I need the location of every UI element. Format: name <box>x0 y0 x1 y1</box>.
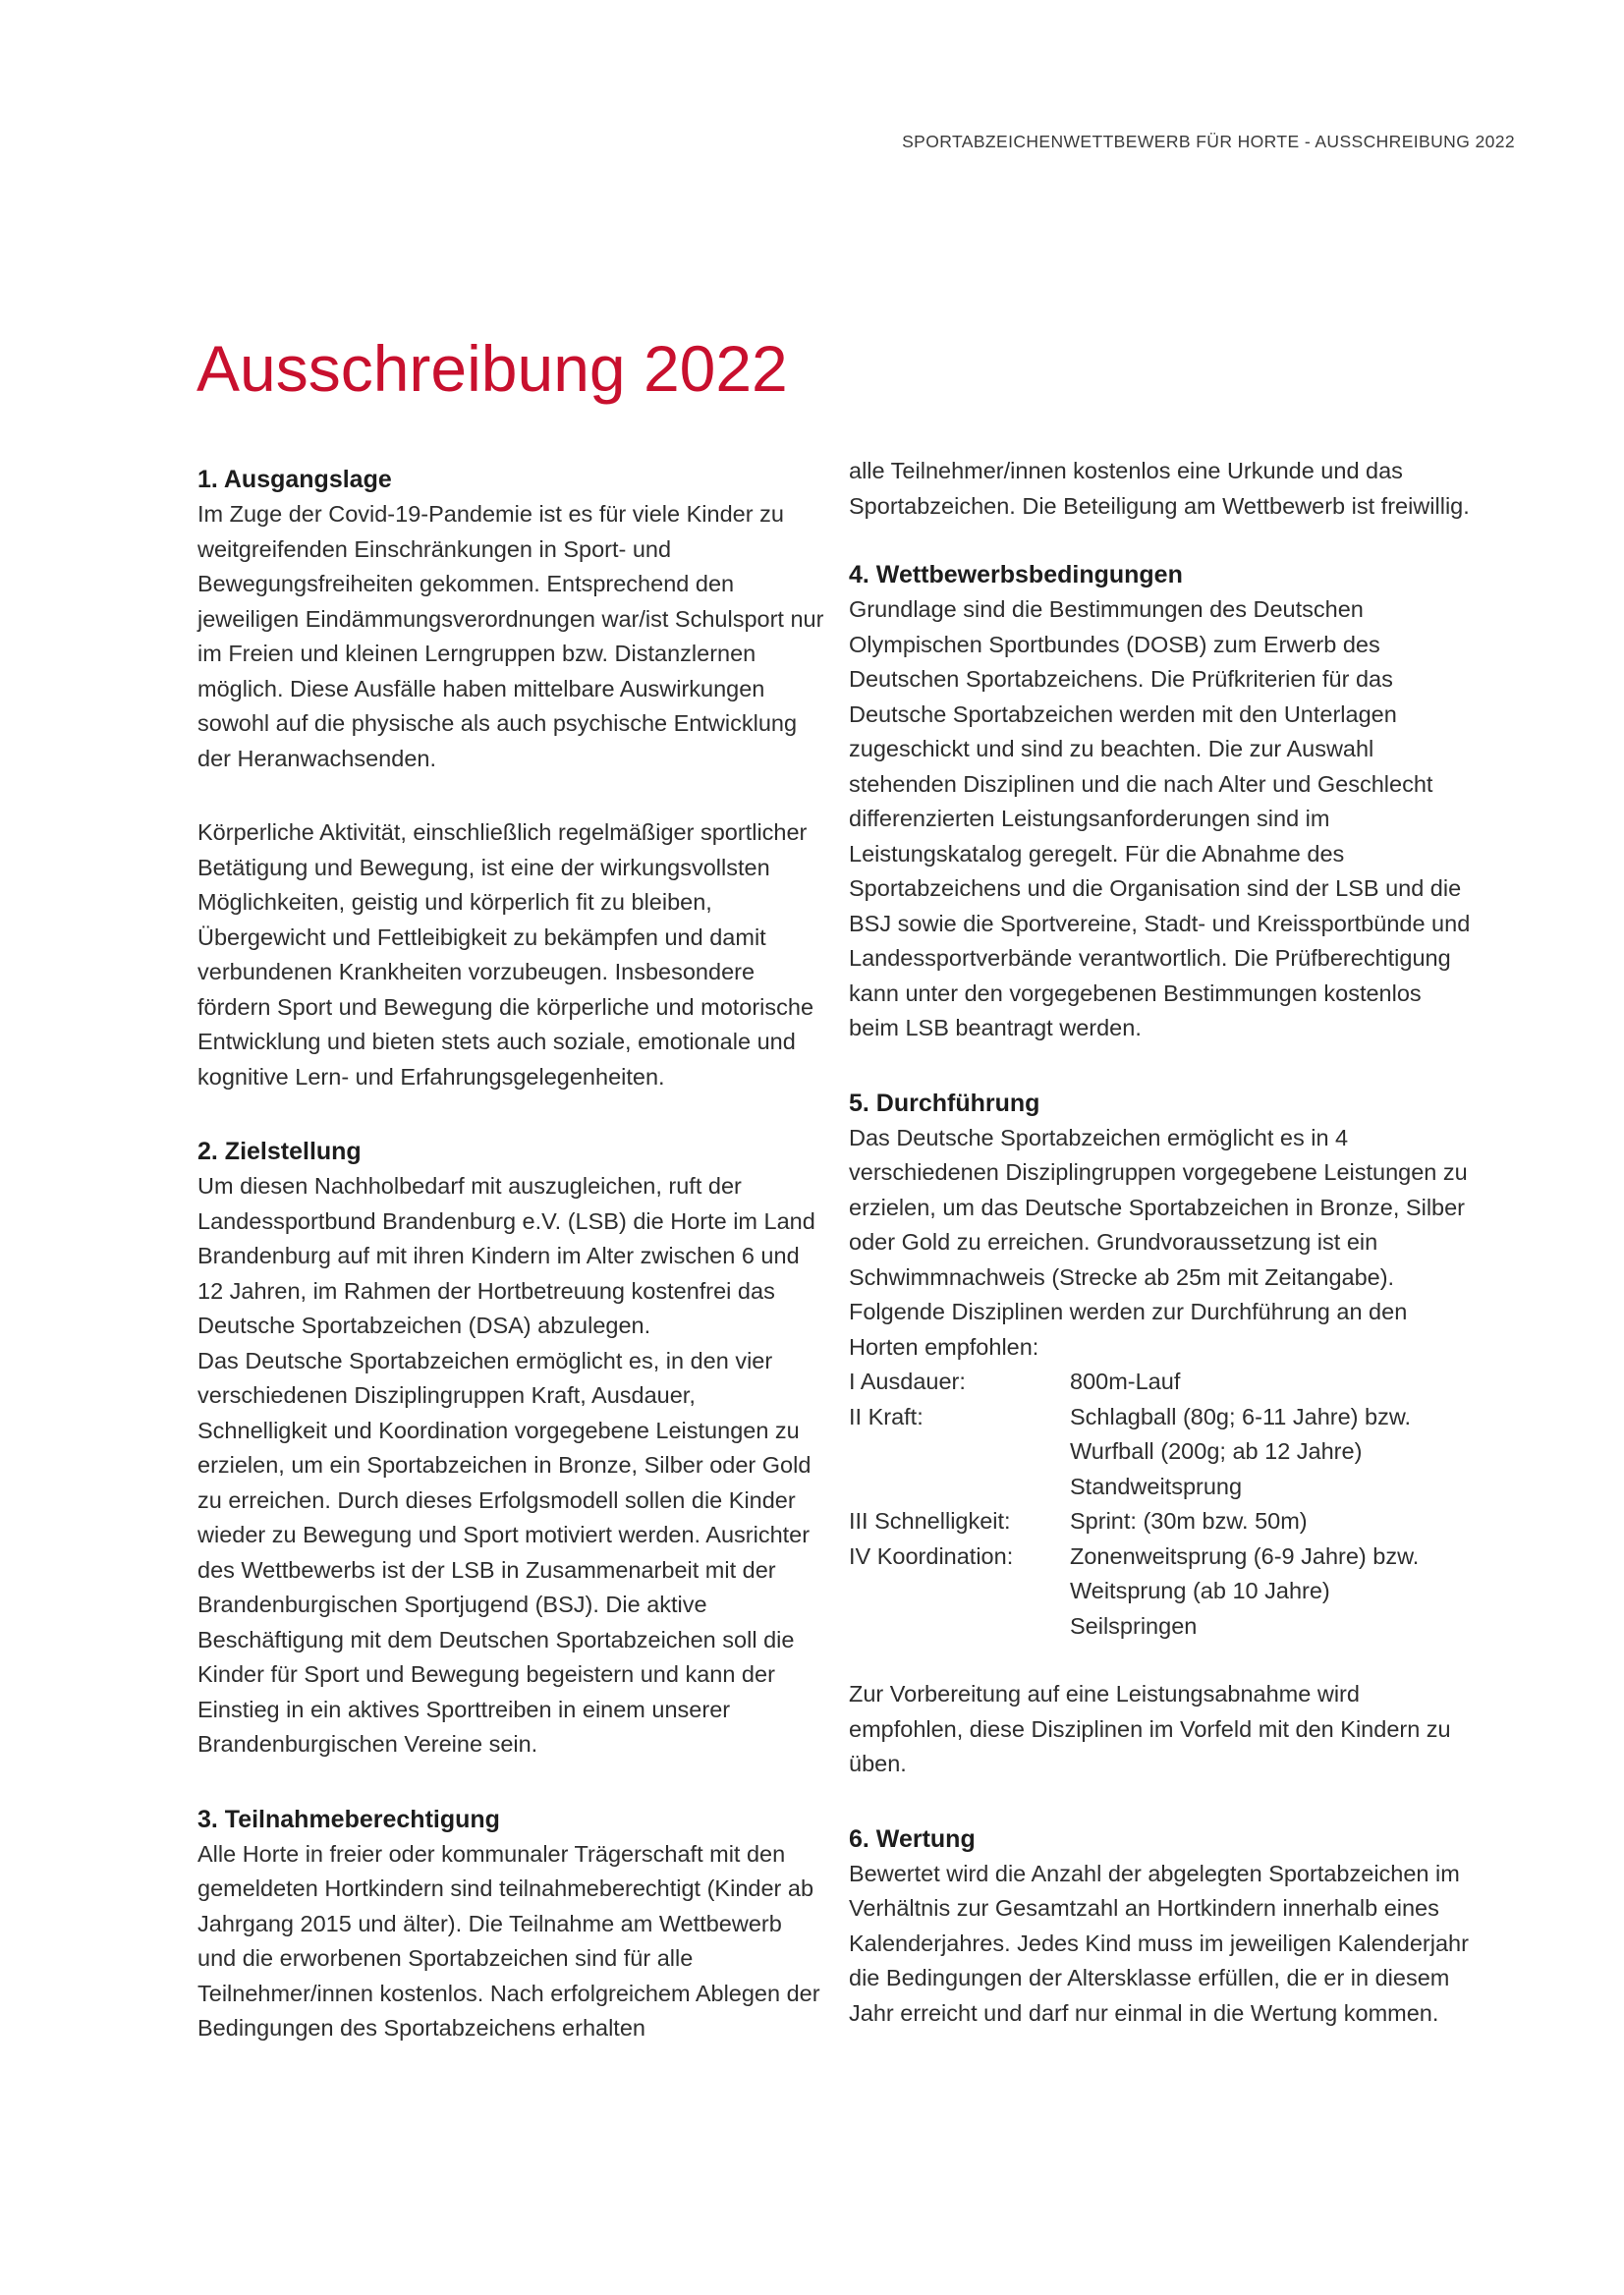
discipline-label: IV Koordination: <box>849 1542 1014 1569</box>
section-heading: 4. Wettbewerbsbedingungen <box>849 561 1183 588</box>
discipline-row <box>849 1539 1478 1575</box>
paragraph: Zur Vorbereitung auf eine Leistungsabnahme wird empfohlen, diese Disziplinen im Vorfeld mit den Kindern zu üben. <box>849 1681 1451 1776</box>
discipline-value: 800m-Lauf <box>1070 1369 1181 1394</box>
section-heading: 3. Teilnahmeberechtigung <box>197 1805 500 1833</box>
section-heading: 2. Zielstellung <box>197 1138 362 1165</box>
paragraph: Das Deutsche Sportabzeichen ermöglicht es, in den vier verschiedenen Disziplingruppen Kraft, Ausdauer, Schnelligkeit und Koordination vorgegebene Leistungen zu erzielen, um ein Sportabzeichen in Bronze, Silber oder Gold zu erreichen. Durch dieses Erfolgsmodell sollen die Kinder wieder zu Bewegung und Sport motiviert werden. Ausrichter des Wettbewerbs ist der LSB in Zusammenarbeit mit der Brandenburgischen Sportjugend (BSJ). Die aktive Beschäftigung mit dem Deutschen Sportabzeichen soll die Kinder für Sport und Bewegung begeistern und kann der Einstieg in ein aktives Sporttreiben in einem unserer Brandenburgischen Vereine sein. <box>197 1347 812 1757</box>
discipline-value: Standweitsprung <box>1070 1473 1243 1499</box>
discipline-value: Schlagball (80g; 6-11 Jahre) bzw. <box>1070 1403 1412 1429</box>
paragraph: Grundlage sind die Bestimmungen des Deutschen Olympischen Sportbundes (DOSB) zum Erwerb des Deutschen Sportabzeichens. Die Prüfkriterien für das Deutsche Sportabzeichen werden mit den Unterlagen zugeschickt und sind zu beachten. Die zur Auswahl stehenden Disziplinen und die nach Alter und Geschlecht differenzierten Leistungsanforderungen sind im Leistungskatalog geregelt. Für die Abnahme des Sportabzeichens und die Organisation sind der LSB und die BSJ sowie die Sportvereine, Stadt- und Kreissportbünde und Landessportverbände verantwortlich. Die Prüfberechtigung kann unter den vorgegebenen Bestimmungen kostenlos beim LSB beantragt werden. <box>849 596 1471 1040</box>
discipline-row <box>849 1400 1478 1435</box>
section-wertung <box>849 1821 1478 2032</box>
running-header: SPORTABZEICHENWETTBEWERB FÜR HORTE - AUSSCHREIBUNG 2022 <box>902 132 1515 151</box>
discipline-value: Zonenweitsprung (6-9 Jahre) bzw. <box>1070 1542 1420 1569</box>
paragraph: Im Zuge der Covid-19-Pandemie ist es für viele Kinder zu weitgreifenden Einschränkungen in Sport- und Bewegungsfreiheiten gekommen. Entsprechend den jeweiligen Eindämmungsverordnungen war/ist Schulsport nur im Freien und kleinen Lerngruppen bzw. Distanzlernen möglich. Diese Ausfälle haben mittelbare Auswirkungen sowohl auf die physische als auch psychische Entwicklung der Heranwachsenden. <box>197 501 824 771</box>
discipline-row <box>849 1574 1478 1609</box>
discipline-row <box>849 1470 1478 1505</box>
right-column <box>849 454 1478 2031</box>
paragraph: Alle Horte in freier oder kommunaler Trägerschaft mit den gemeldeten Hortkindern sind teilnahmeberechtigt (Kinder ab Jahrgang 2015 und älter). Die Teilnahme am Wettbewerb und die erworbenen Sportabzeichen sind für alle Teilnehmer/innen kostenlos. Nach erfolgreichem Ablegen der Bedingungen des Sportabzeichens erhalten <box>197 1840 820 2041</box>
section-ausgangslage <box>197 462 826 1094</box>
left-column <box>197 462 826 2046</box>
discipline-label <box>849 1434 1070 1470</box>
section-teilnahmeberechtigung <box>197 1802 826 2046</box>
discipline-value: Weitsprung (ab 10 Jahre) <box>1070 1578 1330 1603</box>
paragraph: Um diesen Nachholbedarf mit auszugleichen, ruft der Landessportbund Brandenburg e.V. (LSB) die Horte im Land Brandenburg auf mit ihren Kindern im Alter zwischen 6 und 12 Jahren, im Rahmen der Hortbetreuung kostenfrei das Deutsche Sportabzeichen (DSA) abzulegen. <box>197 1173 815 1338</box>
discipline-row <box>849 1609 1478 1645</box>
page-title: Ausschreibung 2022 <box>196 332 788 405</box>
discipline-value: Sprint: (30m bzw. 50m) <box>1070 1508 1308 1534</box>
discipline-row <box>849 1434 1478 1470</box>
discipline-list <box>849 1365 1478 1644</box>
discipline-row <box>849 1504 1478 1539</box>
discipline-label <box>849 1470 1070 1505</box>
discipline-label: II Kraft: <box>849 1403 924 1429</box>
paragraph: Körperliche Aktivität, einschließlich regelmäßiger sportlicher Betätigung und Bewegung, ist eine der wirkungsvollsten Möglichkeiten, geistig und körperlich fit zu bleiben, Übergewicht und Fettleibigkeit zu bekämpfen und damit verbundenen Krankheiten vorzubeugen. Insbesondere fördern Sport und Bewegung die körperliche und motorische Entwicklung und bieten stets auch soziale, emotionale und kognitive Lern- und Erfahrungsgelegenheiten. <box>197 819 814 1090</box>
paragraph: alle Teilnehmer/innen kostenlos eine Urkunde und das Sportabzeichen. Die Beteiligung am Wettbewerb ist freiwillig. <box>849 458 1470 519</box>
section-heading: 5. Durchführung <box>849 1089 1040 1117</box>
discipline-label <box>849 1609 1070 1645</box>
discipline-value: Seilspringen <box>1070 1612 1198 1639</box>
section-zielstellung <box>197 1134 826 1763</box>
discipline-row <box>849 1365 1478 1400</box>
section-teilnahmeberechtigung-cont <box>849 454 1478 524</box>
discipline-label: I Ausdauer: <box>849 1369 966 1394</box>
discipline-value: Wurfball (200g; ab 12 Jahre) <box>1070 1438 1363 1464</box>
section-wettbewerbsbedingungen <box>849 557 1478 1046</box>
discipline-label <box>849 1574 1070 1609</box>
section-heading: 6. Wertung <box>849 1824 976 1853</box>
paragraph: Das Deutsche Sportabzeichen ermöglicht es in 4 verschiedenen Disziplingruppen vorgegebene Leistungen zu erzielen, um das Deutsche Sportabzeichen in Bronze, Silber oder Gold zu erreichen. Grundvoraussetzung ist ein Schwimmnachweis (Strecke ab 25m mit Zeitangabe). Folgende Disziplinen werden zur Durchführung an den Horten empfohlen: <box>849 1124 1468 1360</box>
section-durchfuehrung <box>849 1086 1478 1782</box>
paragraph: Bewertet wird die Anzahl der abgelegten Sportabzeichen im Verhältnis zur Gesamtzahl an Hortkindern innerhalb eines Kalenderjahres. Jedes Kind muss im jeweiligen Kalenderjahr die Bedingungen der Altersklasse erfüllen, die er in diesem Jahr erreicht und darf nur einmal in die Wertung kommen. <box>849 1860 1469 2026</box>
section-heading: 1. Ausgangslage <box>197 466 392 493</box>
discipline-label: III Schnelligkeit: <box>849 1508 1011 1534</box>
